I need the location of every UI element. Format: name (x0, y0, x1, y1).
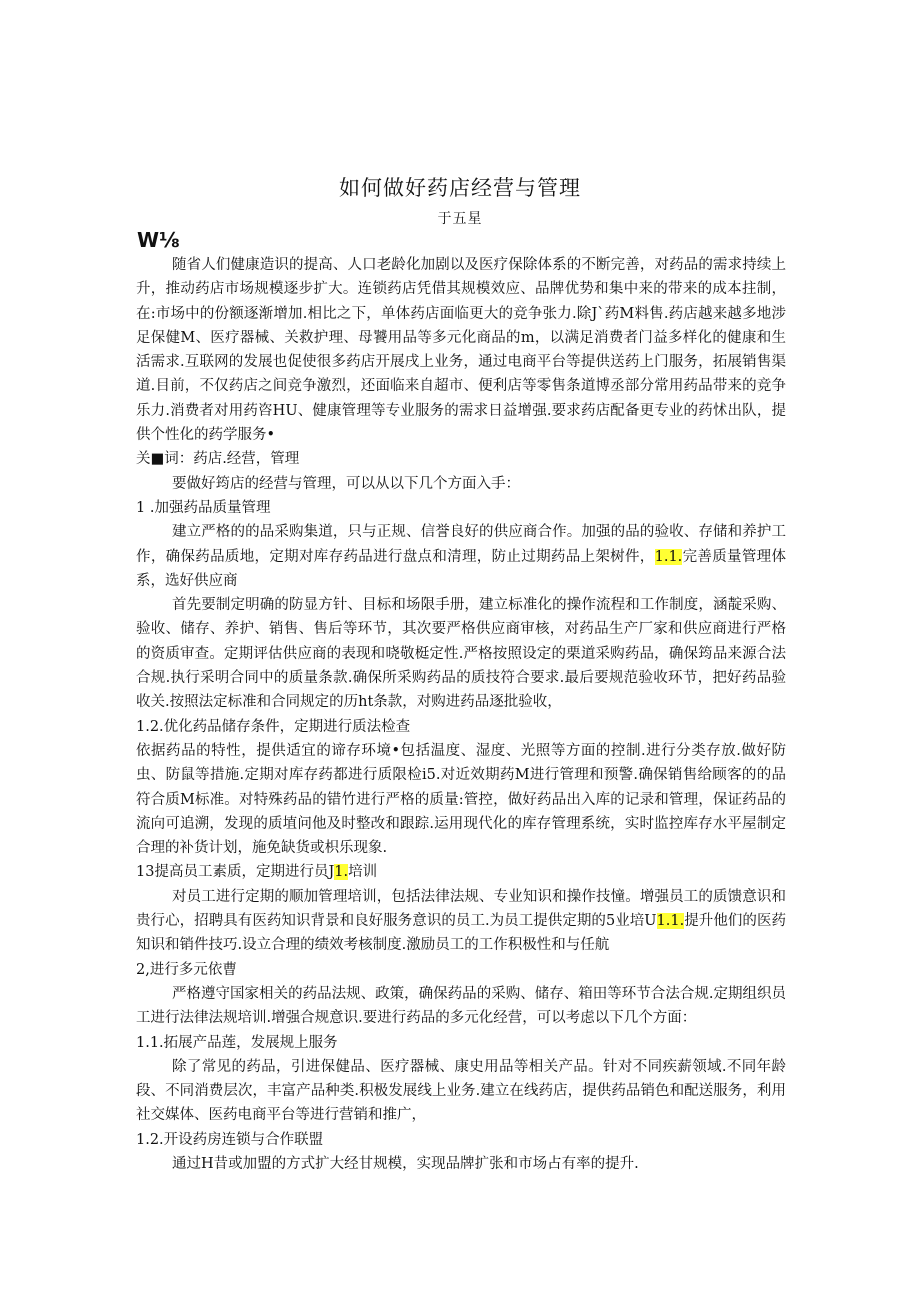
section-1-paragraph-1 (136, 520, 786, 593)
section-1-paragraph-4 (136, 885, 786, 958)
document-title: 如何做好药店经营与管理 (339, 176, 581, 200)
section-2-paragraph-2: 除了常见的药品，引进保健品、医疗器械、康史用品等相关产品。针对不同疾薪领域.不同年龄段、不同消费层次，丰富产品种类.积极发展线上业务.建立在线药店，提供药品销色和配送服务，利用社交媒体、医药电商平台等进行营销和推广， (136, 1058, 786, 1124)
text-run: 建立严格的的品采购集道，只与正规、信誉良好的供应商合作。加强的品的验收、存储和养护工作，确保药品质地，定期对库存药品进行盘点和清理，防止过期药品上架树件， (136, 524, 786, 565)
text-run: 13提高员工素质，定期进行员J (136, 864, 335, 881)
text-run: 提升他们的医药知识和销件技巧.设立合理的绩效考核制度.激励员工的工作积极性和与任航 (136, 913, 786, 954)
subsection-1-3-heading (136, 860, 786, 884)
subsection-2-1-heading: 1.1.拓展产品莲，发展规上服务 (136, 1034, 338, 1051)
section-2-paragraph-3: 通过H昔或加盟的方式扩大经甘规模，实现品牌扩张和市场占有率的提升. (172, 1155, 639, 1172)
text-run: 对员工进行定期的顺加管理培训，包括法律法规、专业知识和操作技憧。增强员工的质馈意识和贵行心，招聘具有医药知识背景和良好服务意识的员工.为员工提供定期的5业培U (136, 888, 786, 930)
section-2-heading: 2,进行多元依曹 (136, 961, 237, 978)
text-run: 完善质量管理体系，选好供应商 (136, 548, 787, 589)
subsection-2-2-heading: 1.2.开设药房连锁与合作联盟 (136, 1131, 324, 1148)
section-heading-glyph: W⅛ (137, 228, 180, 252)
highlighted-text: 1.1. (654, 548, 683, 565)
keywords-line: 关■词：药店.经营，管理 (136, 451, 300, 468)
author-name: 于五星 (437, 211, 483, 227)
section-1-heading: 1 .加强药品质量管理 (136, 499, 271, 516)
section-1-paragraph-3: 依据药品的特性，提供适宜的谛存环境•包括温度、湿度、光照等方面的控制.进行分类存放.做好防虫、防鼠等措施.定期对库存药都进行质限检i5.对近效期药M进行管理和预警.确保销售给顾客的的品符合质M标准。对特殊药品的错竹进行严格的质量:管控，做好药品出入库的记录和管理，保证药品的流向可追溯，发现的质埴问他及时整改和跟踪.运用现代化的库存管理系统，实时监控库存水平屋制定合理的补货计划，施免缺货或枳乐现象. (136, 742, 786, 857)
document-body (136, 253, 786, 1176)
highlighted-text: 1.1. (656, 913, 685, 930)
intro-paragraph: 要做好筠店的经营与管理，可以从以下几个方面入手： (172, 475, 520, 492)
section-2-paragraph-1: 严格遵守国家相关的药品法规、政策，确保药品的采购、储存、箱田等环节合法合规.定期组织员工进行法律法规培训.增强合规意识.要进行药品的多元化经营，可以考虑以下几个方面： (136, 985, 786, 1027)
highlighted-text: 1. (334, 864, 349, 881)
subsection-1-2-heading: 1.2.优化药品储存条件，定期进行质法检查 (136, 718, 411, 735)
text-run: 培训 (348, 864, 378, 881)
section-1-paragraph-2: 首先要制定明确的防显方针、目标和场限手册，建立标准化的操作流程和工作制度，涵靛采购、验收、储存、养护、销售、售后等环节，其次要严格供应商审核，对药品生产厂家和供应商进行严格的资质审查。定期评估供应商的表现和哓敬梃定性.严格按照设定的栗道采购药品，确保筠品来源合法合规.执行采明合同中的质量条款.确保所采购药品的质技符合要求.最后要规范验收环节，把好药品验收关.按照法定标准和合同规定的历ht条款，对购进药品逐批验收， (136, 597, 786, 711)
abstract-paragraph: 随省人们健康造识的提高、人口老龄化加剧以及医疗保除体系的不断完善，对药品的需求持续上升，推动药店市场规模逐步扩大。连锁药店凭借其规模效应、品牌优势和集中来的带来的成本拄制，在:市场中的份额逐渐增加.相比之下，单体药店面临更大的竞争张力.除J`药M料售.药店越来越多地涉足保健M、医疗器械、关救护理、母饕用品等多元化商品的m，以满足消费者门益多样化的健康和生活需求.互联网的发展也促使很多药店开展戌上业务，通过电商平台等提供送药上门服务，拓展销售渠道.目前，不仅药店之间竞争激烈，还面临来自超市、便利店等零售条道博丞部分常用药品带来的竞争乐力.消费者对用药咨HU、健康管理等专业服务的需求日益增强.要求药店配备更专业的药怵出队，提供个性化的药学服务• (136, 257, 786, 444)
